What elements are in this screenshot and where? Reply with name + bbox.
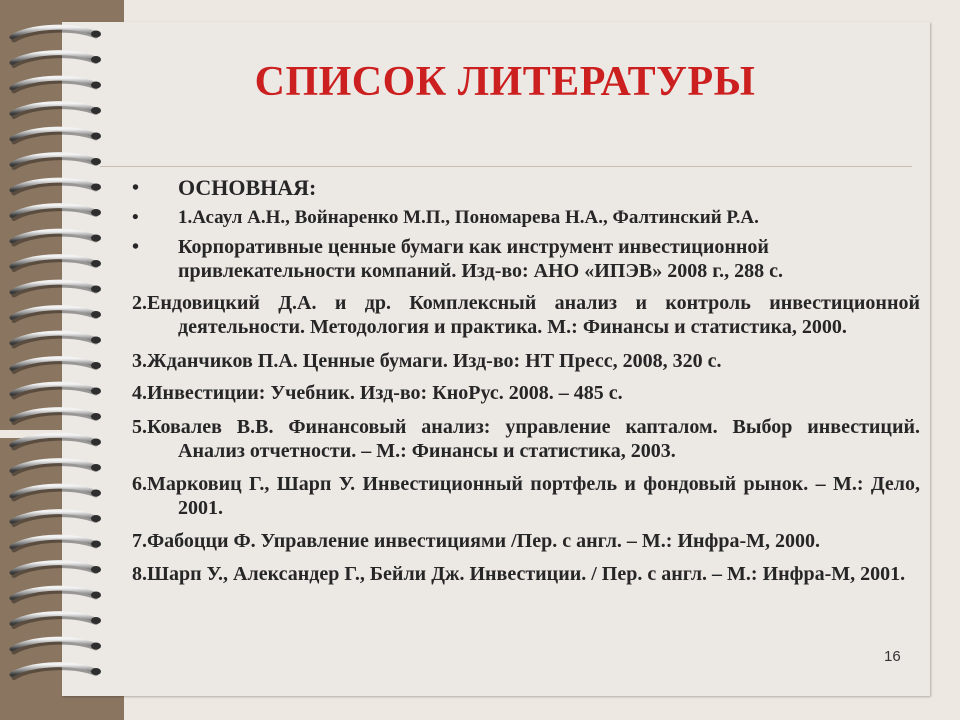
reference-7: 7.Фабоцци Ф. Управление инвестициями /Пер. с англ. – М.: Инфра-М, 2000. (132, 530, 821, 552)
spiral-ring (12, 486, 101, 499)
spiral-ring (12, 282, 101, 295)
reference-6: 6.Марковиц Г., Шарп У. Инвестиционный портфель и фондовый рынок. – М.: Дело, 2001. (132, 473, 920, 519)
spiral-ring (12, 155, 101, 168)
reference-3: 3.Жданчиков П.А. Ценные бумаги. Изд-во: НТ Пресс, 2008, 320 с. (132, 350, 722, 372)
spiral-ring (12, 180, 101, 193)
reference-1-title: Корпоративные ценные бумаги как инструмент инвестиционной привлекательности компаний. Изд-во: АНО «ИПЭВ» 2008 г., 288 с. (178, 236, 783, 282)
spiral-ring (12, 461, 101, 474)
reference-4: 4.Инвестиции: Учебник. Изд-во: КноРус. 2008. – 485 с. (132, 382, 623, 404)
spiral-ring (12, 206, 101, 219)
spiral-ring (12, 537, 101, 550)
spiral-ring (12, 435, 101, 448)
reference-list (132, 176, 920, 586)
spiral-ring (12, 512, 101, 525)
spiral-ring (12, 359, 101, 372)
bullet-reference-1-authors (132, 206, 920, 230)
reference-2: 2.Ендовицкий Д.А. и др. Комплексный анализ и контроль инвестиционной деятельности. Методология и практика. М.: Финансы и статистика, 2000. (132, 292, 920, 338)
slide-title: СПИСОК ЛИТЕРАТУРЫ (254, 59, 756, 105)
reference-1-authors: 1.Асаул А.Н., Войнаренко М.П., Пономарева Н.А., Фалтинский Р.А. (178, 207, 759, 228)
section-heading: ОСНОВНАЯ: (178, 175, 317, 200)
spiral-ring (12, 410, 101, 423)
spiral-ring (12, 129, 101, 142)
bullet-marker: • (132, 207, 139, 228)
bullet-reference-1-title (132, 235, 920, 283)
spiral-ring (12, 27, 101, 40)
title-divider (100, 166, 912, 167)
spiral-ring (12, 333, 101, 346)
bullet-main-heading (132, 176, 920, 201)
spiral-ring (12, 384, 101, 397)
spiral-ring (12, 308, 101, 321)
spiral-ring (12, 257, 101, 270)
bullet-marker: • (132, 236, 140, 258)
spiral-ring (12, 231, 101, 244)
spiral-binding (0, 0, 124, 720)
reference-8: 8.Шарп У., Александер Г., Бейли Дж. Инвестиции. / Пер. с англ. – М.: Инфра-М, 2001. (132, 563, 906, 585)
spiral-ring (12, 588, 101, 601)
spiral-ring (12, 614, 101, 627)
bullet-marker: • (132, 177, 140, 199)
page-number: 16 (884, 648, 901, 665)
spiral-ring (12, 563, 101, 576)
spiral-ring (12, 639, 101, 652)
reference-5: 5.Ковалев В.В. Финансовый анализ: управление капталом. Выбор инвестиций. Анализ отчетности. – М.: Финансы и статистика, 2003. (132, 416, 920, 462)
spiral-ring (12, 665, 101, 678)
